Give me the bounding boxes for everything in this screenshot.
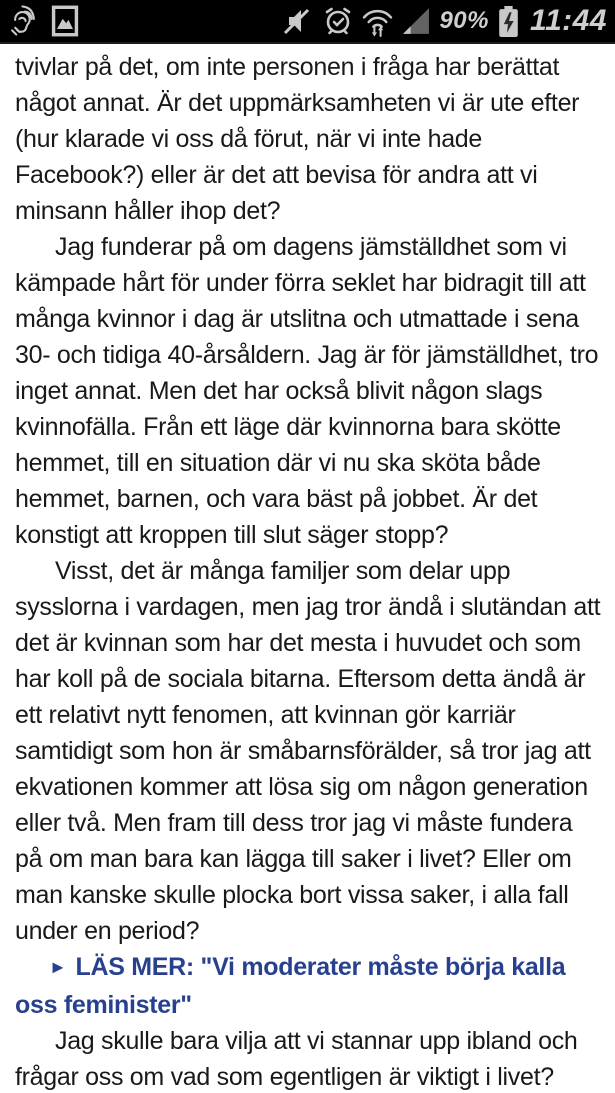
wifi-updown-icon <box>362 6 393 37</box>
article-body <box>0 44 615 1093</box>
status-bar-left <box>10 5 79 37</box>
read-more-line <box>15 949 601 1023</box>
clock: 11:44 <box>529 4 607 37</box>
read-more-link[interactable]: LÄS MER: "Vi moderater måste börja kalla oss feminister" <box>15 953 566 1019</box>
article-paragraph: tvivlar på det, om inte personen i fråga har berättat något annat. Är det uppmärksamheten vi är ute efter (hur klarade vi oss då förut, när vi inte hade Facebook?) eller är det att bevisa för andra att vi minsann håller ihop det? <box>15 53 580 225</box>
status-bar <box>0 0 615 44</box>
arrow-right-icon: ► <box>49 957 69 977</box>
mute-icon <box>282 6 314 36</box>
battery-percent: 90% <box>439 7 489 34</box>
article-paragraph: Jag funderar på om dagens jämställdhet som vi kämpade hårt för under förra seklet har bidragit till att många kvinnor i dag är utslitna och utmattade i sena 30- och tidiga 40-årsåldern. Jag är för jämställdhet, tro inget annat. Men det har också blivit någon slags kvinnofälla. Från ett läge där kvinnorna bara skötte hemmet, till en situation där vi nu ska sköta både hemmet, barnen, och vara bäst på jobbet. Är det konstigt att kroppen till slut säger stopp? <box>15 233 599 549</box>
signal-strength-icon <box>402 7 430 35</box>
alarm-icon <box>323 6 353 36</box>
status-bar-right <box>282 4 607 38</box>
battery-charging-icon <box>498 6 519 37</box>
gallery-screenshot-icon <box>51 5 79 37</box>
article-paragraph: Visst, det är många familjer som delar upp sysslorna i vardagen, men jag tror ändå i slutändan att det är kvinnan som har det mesta i huvudet och som har koll på de sociala bitarna. Eftersom detta ändå är ett relativt nytt fenomen, att kvinnan gör karriär samtidigt som hon är småbarnsförälder, så tror jag att ekvationen kommer att lösa sig om någon generation eller två. Men fram till dess tror jag vi måste fundera på om man bara kan lägga till saker i livet? Eller om man kanske skulle plocka bort vissa saker, i alla fall under en period? <box>15 557 601 945</box>
article-paragraph: Jag skulle bara vilja att vi stannar upp ibland och frågar oss om vad som egentligen är viktigt i livet? <box>15 1027 578 1091</box>
ear-listening-icon <box>10 5 37 37</box>
